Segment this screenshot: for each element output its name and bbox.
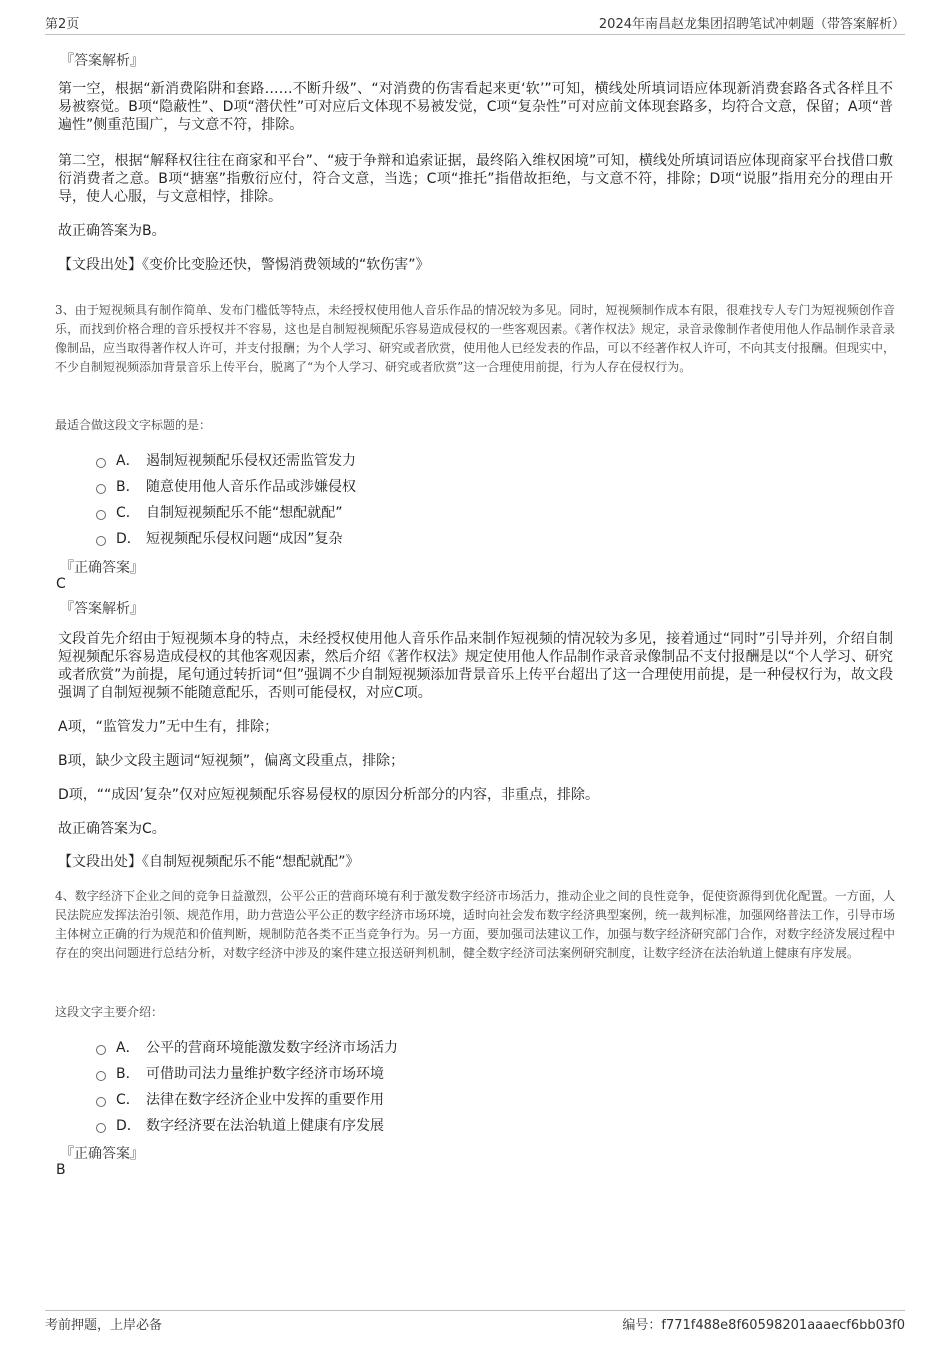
analysis-paragraph: A项，“监管发力”无中生有，排除；	[58, 719, 279, 735]
analysis-conclusion: 故正确答案为B。	[58, 223, 166, 239]
radio-icon[interactable]	[96, 458, 106, 468]
page-footer	[45, 1310, 905, 1333]
source-citation: 【文段出处】《自制短视频配乐不能“想配就配”》	[58, 854, 360, 870]
analysis-paragraph: B项，缺少文段主题词“短视频”，偏离文段重点，排除；	[58, 753, 405, 769]
document-title: 2024年南昌赵龙集团招聘笔试冲刺题（带答案解析）	[598, 17, 905, 32]
question-3-prompt: 最适合做这段文字标题的是：	[55, 418, 212, 432]
option-d[interactable]: D． 数字经济要在法治轨道上健康有序发展	[96, 1115, 384, 1135]
option-a[interactable]: A． 遏制短视频配乐侵权还需监管发力	[96, 450, 356, 470]
radio-icon[interactable]	[96, 1097, 106, 1107]
analysis-label: 『答案解析』	[60, 601, 144, 617]
correct-answer: C	[56, 576, 66, 592]
radio-icon[interactable]	[96, 510, 106, 520]
option-c[interactable]: C． 法律在数字经济企业中发挥的重要作用	[96, 1089, 384, 1109]
source-citation: 【文段出处】《变价比变脸还快，警惕消费领域的“软伤害”》	[58, 257, 430, 273]
footer-slogan: 考前押题，上岸必备	[45, 1318, 163, 1333]
question-3-text: 3、由于短视频具有制作简单、发布门槛低等特点，未经授权使用他人音乐作品的情况较为多见。同时，短视频制作成本有限，很难找专人专门为短视频创作音乐，而找到价格合理的音乐授权并不容易，这也是自制短视频配乐容易造成侵权的一些客观因素。《著作权法》规定，录音录像制作者使用他人作品制作录音录像制品，应当取得著作权人许可，并支付报酬；为个人学习、研究或者欣赏，使用他人已经发表的作品，可以不经著作权人许可，不向其支付报酬。但现实中，不少自制短视频添加背景音乐上传平台，脱离了“为个人学习、研究或者欣赏”这一合理使用前提，行为人存在侵权行为。	[55, 303, 896, 374]
option-d[interactable]: D． 短视频配乐侵权问题“成因”复杂	[96, 528, 343, 548]
option-b[interactable]: B． 可借助司法力量维护数字经济市场环境	[96, 1063, 384, 1083]
analysis-paragraph: 文段首先介绍由于短视频本身的特点，未经授权使用他人音乐作品来制作短视频的情况较为多见，接着通过“同时”引导并列，介绍自制短视频配乐容易造成侵权的其他客观因素，然后介绍《著作权法》规定使用他人作品制作录音录像制品不支付报酬是以“个人学习、研究或者欣赏”为前提，尾句通过转折词“但”强调不少自制短视频添加背景音乐上传平台超出了这一合理使用前提，是一种侵权行为，故文段强调了自制短视频不能随意配乐，否则可能侵权，对应C项。	[58, 631, 893, 701]
radio-icon[interactable]	[96, 536, 106, 546]
page-header	[45, 12, 905, 35]
analysis-paragraph: D项，““成因’复杂”仅对应短视频配乐容易侵权的原因分析部分的内容，非重点，排除。	[58, 787, 599, 803]
radio-icon[interactable]	[96, 1071, 106, 1081]
question-4-prompt: 这段文字主要介绍：	[55, 1005, 164, 1019]
analysis-paragraph: 第一空，根据“新消费陷阱和套路……不断升级”、“对消费的伤害看起来更‘软’”可知，横线处所填词语应体现新消费套路各式各样且不易被察觉。B项“隐蔽性”、D项“潜伏性”可对应后文体现不易被发觉，C项“复杂性”可对应前文体现套路多，均符合文意，保留；A项“普遍性”侧重范围广，与文意不符，排除。	[58, 81, 893, 133]
analysis-conclusion: 故正确答案为C。	[58, 821, 166, 837]
option-c[interactable]: C． 自制短视频配乐不能“想配就配”	[96, 502, 343, 522]
correct-answer: B	[56, 1162, 66, 1178]
document-id: 编号：f771f488e8f60598201aaaecf6bb03f0	[622, 1318, 905, 1333]
radio-icon[interactable]	[96, 484, 106, 494]
question-4-text: 4、数字经济下企业之间的竞争日益激烈，公平公正的营商环境有利于激发数字经济市场活力，推动企业之间的良性竞争，促使资源得到优化配置。一方面，人民法院应发挥法治引领、规范作用，助力营造公平公正的数字经济市场环境，适时向社会发布数字经济典型案例，统一裁判标准，加强网络普法工作，引导市场主体树立正确的行为规范和价值判断，规制防范各类不正当竞争行为。另一方面，要加强司法建议工作，加强与数字经济研究部门合作，对数字经济发展过程中存在的突出问题进行总结分析，对数字经济中涉及的案件建立报送研判机制，健全数字经济司法案例研究制度，让数字经济在法治轨道上健康有序发展。	[55, 889, 896, 960]
option-a[interactable]: A． 公平的营商环境能激发数字经济市场活力	[96, 1037, 398, 1057]
page-number: 第2页	[45, 17, 80, 32]
correct-answer-label: 『正确答案』	[60, 1146, 144, 1162]
option-b[interactable]: B． 随意使用他人音乐作品或涉嫌侵权	[96, 476, 356, 496]
analysis-paragraph: 第二空，根据“解释权往往在商家和平台”、“疲于争辩和追索证据，最终陷入维权困境”可知，横线处所填词语应体现商家平台找借口敷衍消费者之意。B项“搪塞”指敷衍应付，符合文意，当选；C项“推托”指借故拒绝，与文意不符，排除；D项“说服”指用充分的理由开导，使人心服，与文意相悖，排除。	[58, 153, 893, 205]
analysis-label: 『答案解析』	[60, 53, 144, 69]
correct-answer-label: 『正确答案』	[60, 560, 144, 576]
radio-icon[interactable]	[96, 1123, 106, 1133]
radio-icon[interactable]	[96, 1045, 106, 1055]
